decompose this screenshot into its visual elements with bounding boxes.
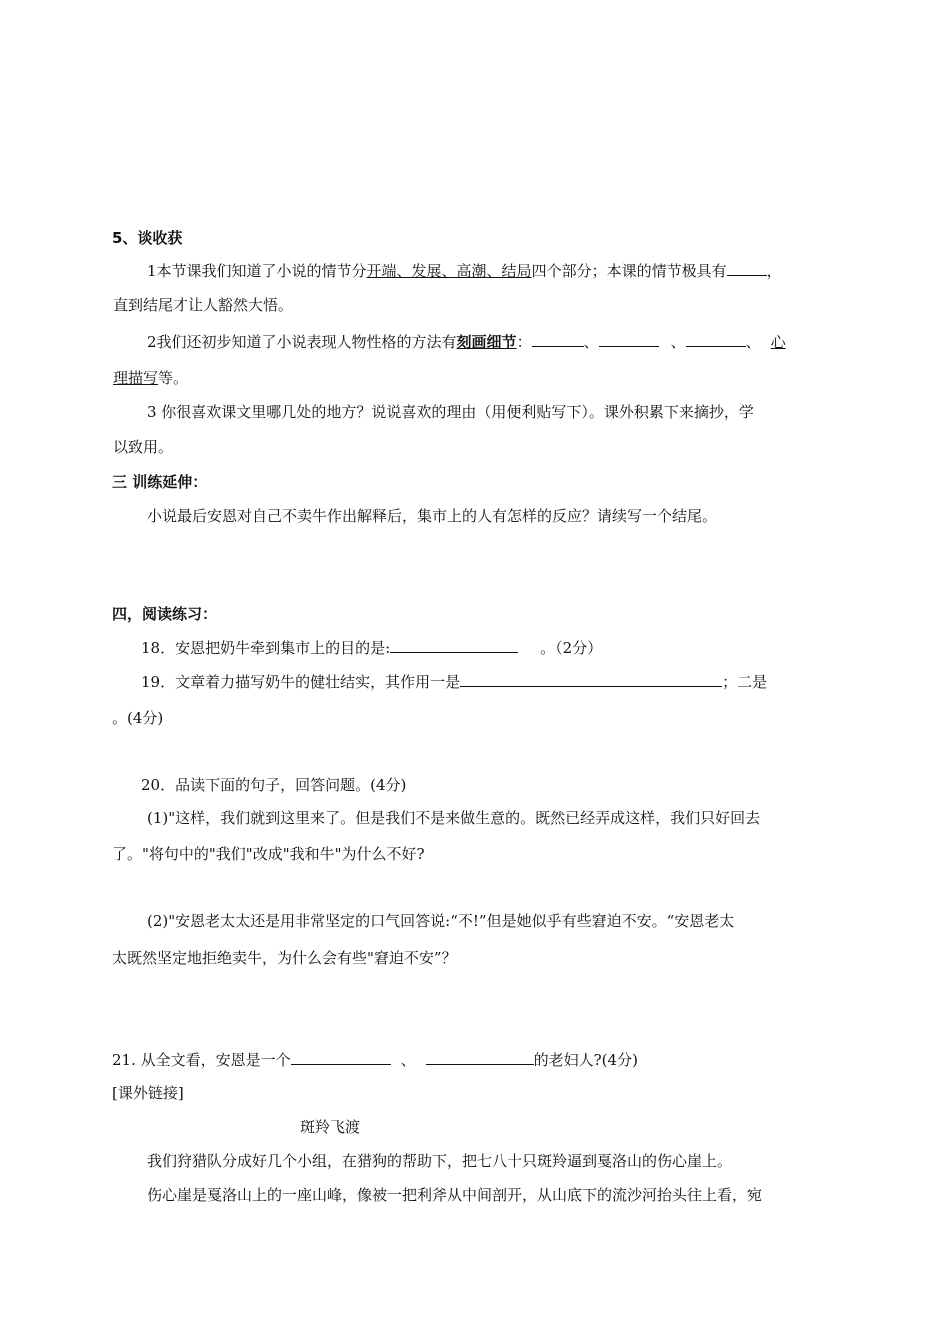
underlined-text: 开端、发展、高潮、结局 [366,262,532,280]
underlined-text: 心 [770,333,786,351]
paragraph-line: 。(4分) [112,709,164,727]
paragraph-line: 2我们还初步知道了小说表现人物性格的方法有刻画细节： 、 、 、 心 [147,333,786,351]
paragraph-line: 1本节课我们知道了小说的情节分开端、发展、高潮、结局四个部分；本课的情节极具有 ， [147,262,782,280]
answer-blank[interactable] [390,638,518,653]
paragraph-line: 了。"将句中的"我们"改成"我和牛"为什么不好? [112,845,425,863]
answer-blank[interactable] [599,332,659,347]
paragraph-line: 理描写等。 [113,369,189,387]
answer-blank[interactable] [460,672,722,687]
answer-blank[interactable] [291,1050,391,1065]
paragraph-line: 以致用。 [113,438,174,456]
paragraph-line: 太既然坚定地拒绝卖牛，为什么会有些"窘迫不安”？ [112,949,457,967]
answer-blank[interactable] [686,332,746,347]
paragraph-line: 我们狩猎队分成好几个小组，在猎狗的帮助下，把七八十只斑羚逼到戛洛山的伤心崖上。 [147,1152,733,1170]
question-20: 20．品读下面的句子，回答问题。(4分) [141,776,407,794]
paragraph-line: (2)"安恩老太太还是用非常坚定的口气回答说:“不!”但是她似乎有些窘迫不安。“安恩老太 [147,912,735,930]
paragraph-line: 伤心崖是戛洛山上的一座山峰，像被一把利斧从中间剖开，从山底下的流沙河抬头往上看，宛 [147,1186,763,1204]
article-title: 斑羚飞渡 [300,1118,361,1136]
question-18: 18．安恩把奶牛牵到集市上的目的是: 。（2分） [141,639,603,657]
answer-blank[interactable] [426,1050,534,1065]
paragraph-line: (1)"这样，我们就到这里来了。但是我们不是来做生意的。既然已经弄成这样，我们只好回去 [147,809,761,827]
paragraph-line: 直到结尾才让人豁然大悟。 [113,296,294,314]
section-heading: 三 训练延伸： [112,473,208,491]
section-heading: 5、谈收获 [112,229,183,247]
paragraph-line: 小说最后安恩对自己不卖牛作出解释后，集市上的人有怎样的反应？请续写一个结尾。 [147,507,718,525]
paragraph-line: 3 你很喜欢课文里哪几处的地方？说说喜欢的理由（用便利贴写下）。课外积累下来摘抄，学 [147,403,754,421]
section-heading: [课外链接] [112,1084,184,1102]
section-heading: 四，阅读练习： [112,605,218,623]
answer-blank[interactable] [532,332,584,347]
bold-term: 刻画细节 [456,333,517,351]
underlined-text: 理描写 [113,369,159,387]
question-19: 19．文章着力描写奶牛的健壮结实，其作用一是 ；二是 [141,673,768,691]
answer-blank[interactable] [727,261,767,276]
question-21: 21. 从全文看，安恩是一个 、 的老妇人?(4分) [112,1051,638,1069]
